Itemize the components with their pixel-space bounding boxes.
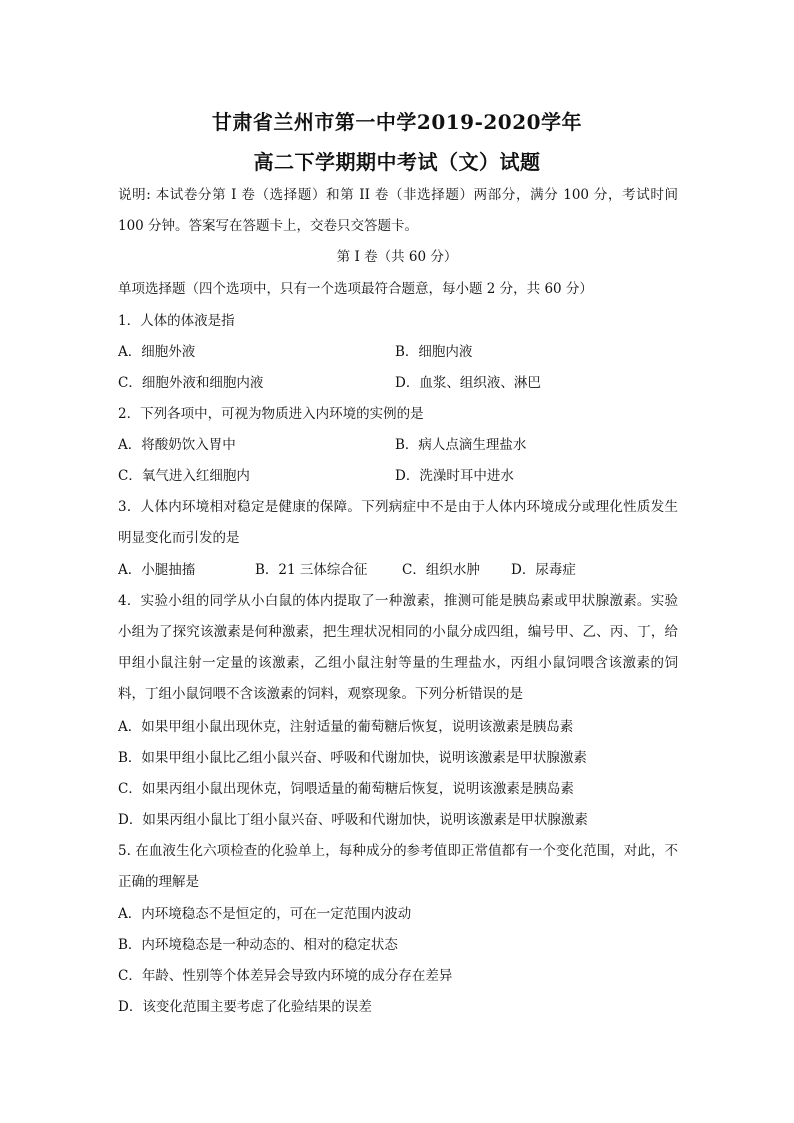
exam-title-line1: 甘肃省兰州市第一中学2019-2020学年 xyxy=(211,110,583,134)
question-3-stem: 3．人体内环境相对稳定是健康的保障。下列病症中不是由于人体内环境成分或理化性质发生明显变化而引发的是 xyxy=(118,499,678,546)
question-4-option-c: C．如果丙组小鼠出现休克，饲喂适量的葡萄糖后恢复，说明该激素是胰岛素 xyxy=(118,781,574,797)
question-5-option-c: C．年龄、性别等个体差异会导致内环境的成分存在差异 xyxy=(118,968,453,984)
question-3-option-c: C．组织水肿 xyxy=(402,562,480,578)
question-2-option-d: D．洗澡时耳中进水 xyxy=(395,468,514,484)
question-3-option-a: A．小腿抽搐 xyxy=(118,562,196,578)
exam-instructions: 说明: 本试卷分第 I 卷（选择题）和第 II 卷（非选择题）两部分，满分 100 分，考试时间 100 分钟。答案写在答题卡上，交卷只交答题卡。 xyxy=(118,187,678,234)
section-intro: 单项选择题（四个选项中，只有一个选项最符合题意，每小题 2 分，共 60 分） xyxy=(118,281,593,297)
question-4-option-d: D．如果丙组小鼠比丁组小鼠兴奋、呼吸和代谢加快，说明该激素是甲状腺激素 xyxy=(118,812,588,828)
exam-title-line2: 高二下学期期中考试（文）试题 xyxy=(253,150,541,174)
question-3-option-b: B．21 三体综合征 xyxy=(255,562,368,578)
question-1-option-a: A．细胞外液 xyxy=(118,344,196,360)
question-4-option-b: B．如果甲组小鼠比乙组小鼠兴奋、呼吸和代谢加快，说明该激素是甲状腺激素 xyxy=(118,750,587,766)
question-5-stem: 5. 在血液生化六项检查的化验单上，每种成分的参考值即正常值都有一个变化范围，对此，不正确的理解是 xyxy=(118,843,678,890)
question-2-option-a: A．将酸奶饮入胃中 xyxy=(118,437,236,453)
question-5-option-b: B．内环境稳态是一种动态的、相对的稳定状态 xyxy=(118,937,398,953)
question-4-option-a: A．如果甲组小鼠出现休克，注射适量的葡萄糖后恢复，说明该激素是胰岛素 xyxy=(118,719,574,735)
question-1-option-b: B．细胞内液 xyxy=(395,344,473,360)
section-title: 第 I 卷（共 60 分） xyxy=(336,249,458,265)
question-1-stem: 1．人体的体液是指 xyxy=(118,313,235,329)
question-2-option-c: C．氧气进入红细胞内 xyxy=(118,468,250,484)
question-3-option-d: D．尿毒症 xyxy=(511,562,576,578)
question-5-option-d: D．该变化范围主要考虑了化验结果的误差 xyxy=(118,999,372,1015)
question-5-option-a: A．内环境稳态不是恒定的，可在一定范围内波动 xyxy=(118,906,412,922)
question-2-option-b: B．病人点滴生理盐水 xyxy=(395,437,527,453)
question-1-option-d: D．血浆、组织液、淋巴 xyxy=(395,375,541,391)
question-1-option-c: C．细胞外液和细胞内液 xyxy=(118,375,264,391)
question-4-stem: 4．实验小组的同学从小白鼠的体内提取了一种激素，推测可能是胰岛素或甲状腺激素。实验小组为了探究该激素是何种激素，把生理状况相同的小鼠分成四组，编号甲、乙、丙、丁，给甲组小鼠注射一定量的该激素，乙组小鼠注射等量的生理盐水，丙组小鼠饲喂含该激素的饲料，丁组小鼠饲喂不含该激素的饲料，观察现象。下列分析错误的是 xyxy=(118,593,678,702)
question-2-stem: 2．下列各项中，可视为物质进入内环境的实例的是 xyxy=(118,406,424,422)
